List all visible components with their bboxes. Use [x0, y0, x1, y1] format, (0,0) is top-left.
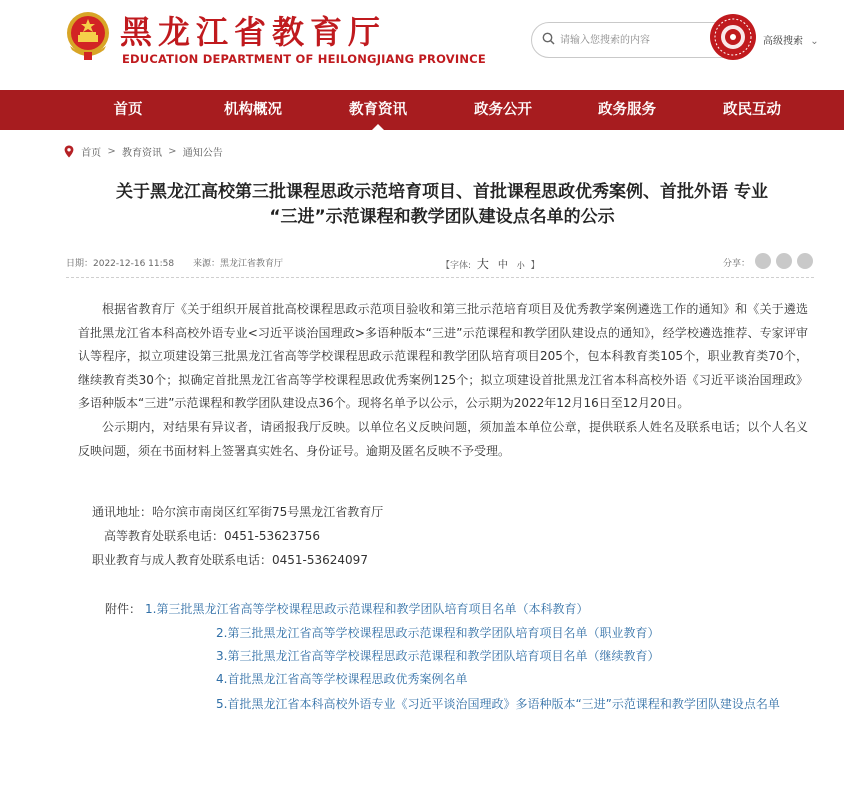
breadcrumb	[64, 144, 223, 159]
national-emblem-icon	[64, 10, 112, 62]
paragraph: 根据省教育厅《关于组织开展首批高校课程思政示范项目验收和第三批示范培育项目及优秀教学案例遴选工作的通知》和《关于遴选首批黑龙江省本科高校外语专业<习近平谈治国理政>多语种版本“三进”示范课程和教学团队建设点的通知》，经学校遴选推荐、专家评审认等程序，拟立项建设第三批黑龙江省高等学校课程思政示范课程和教学团队培育项目205个，包本科教育类105个，职业教育类70个，继续教育类30个；拟确定首批黑龙江省高等学校课程思政优秀案例125个；拟立项建设首批黑龙江省本科高校外语《习近平谈治国理政》多语种版本“三进”示范课程和教学团队建设点36个。现将名单予以公示，公示期为2022年12月16日至12月20日。	[78, 302, 808, 411]
publish-date: 日期：2022-12-16 11:58	[66, 259, 175, 269]
breadcrumb-home[interactable]: 首页	[81, 148, 102, 159]
font-small-button[interactable]: 小	[516, 261, 525, 270]
contact-phone-vocational: 职业教育与成人教育处联系电话：0451-53624097	[92, 553, 368, 567]
article-body	[78, 298, 808, 463]
nav-gov-affairs[interactable]: 政务公开	[474, 102, 532, 118]
search-input[interactable]	[560, 30, 710, 50]
font-size-close: 】	[530, 261, 540, 271]
site-name[interactable]: 黑龙江省教育厅	[120, 13, 387, 51]
breadcrumb-separator: >	[168, 146, 177, 157]
contact-address: 通讯地址：哈尔滨市南岗区红军街75号黑龙江省教育厅	[92, 505, 384, 519]
site-name-english: EDUCATION DEPARTMENT OF HEILONGJIANG PROVINCE	[122, 52, 486, 66]
contact-phone-higher-education: 高等教育处联系电话：0451-53623756	[104, 529, 320, 543]
nav-news[interactable]: 教育资讯	[339, 90, 417, 130]
article-title-line1: 关于黑龙江高校第三批课程思政示范培育项目、首批课程思政优秀案例、首批外语 专业	[116, 182, 768, 202]
chevron-down-icon: ⌄	[810, 36, 819, 47]
search-submit-icon	[710, 14, 756, 60]
breadcrumb-news[interactable]: 教育资讯	[121, 148, 162, 159]
share-label: 分享：	[723, 259, 751, 269]
breadcrumb-notices[interactable]: 通知公告	[182, 148, 223, 159]
nav-interaction[interactable]: 政民互动	[723, 102, 781, 118]
article-title	[70, 180, 814, 230]
paragraph: 公示期内，对结果有异议者，请函报我厅反映。以单位名义反映问题，须加盖本单位公章，提供联系人姓名及联系电话；以个人名义反映问题，须在书面材料上签署真实姓名、身份证号。逾期及匿名反映不予受理。	[78, 419, 808, 458]
font-medium-button[interactable]: 中	[497, 260, 508, 271]
meta-divider	[66, 277, 814, 278]
attachment-link-5[interactable]: 5.首批黑龙江省本科高校外语专业《习近平谈治国理政》多语种版本“三进”示范课程和教学团队建设点名单	[216, 697, 780, 711]
share-weibo-icon[interactable]	[776, 253, 792, 269]
attachment-link-3[interactable]: 3.第三批黑龙江省高等学校课程思政示范课程和教学团队培育项目名单（继续教育）	[216, 649, 660, 663]
share-qq-icon[interactable]	[797, 253, 813, 269]
main-nav	[0, 90, 844, 130]
search-button[interactable]	[710, 14, 756, 60]
attachment-link-2[interactable]: 2.第三批黑龙江省高等学校课程思政示范课程和教学团队培育项目名单（职业教育）	[216, 626, 660, 640]
breadcrumb-separator: >	[107, 146, 116, 157]
font-size-label: 【字体:	[441, 261, 472, 271]
article-source: 来源：黑龙江省教育厅	[193, 259, 284, 269]
advanced-search-link[interactable]	[763, 32, 819, 47]
advanced-search-label: 高级搜索	[763, 36, 803, 47]
article-title-line2: “三进”示范课程和教学团队建设点名单的公示	[269, 207, 615, 227]
nav-about[interactable]: 机构概况	[224, 102, 282, 118]
attachment-link-4[interactable]: 4.首批黑龙江省高等学校课程思政优秀案例名单	[216, 672, 468, 686]
site-header	[0, 0, 844, 90]
article-meta	[66, 256, 814, 270]
font-size-controls	[441, 255, 540, 272]
attachments-label: 附件：	[105, 602, 142, 616]
share-wechat-icon[interactable]	[755, 253, 771, 269]
font-large-button[interactable]: 大	[476, 257, 489, 271]
nav-home[interactable]: 首页	[113, 102, 143, 118]
search-icon	[542, 32, 555, 45]
attachment-link-1[interactable]: 1.第三批黑龙江省高等学校课程思政示范课程和教学团队培育项目名单（本科教育）	[145, 602, 589, 616]
location-pin-icon	[64, 145, 74, 158]
nav-gov-services[interactable]: 政务服务	[598, 102, 656, 118]
